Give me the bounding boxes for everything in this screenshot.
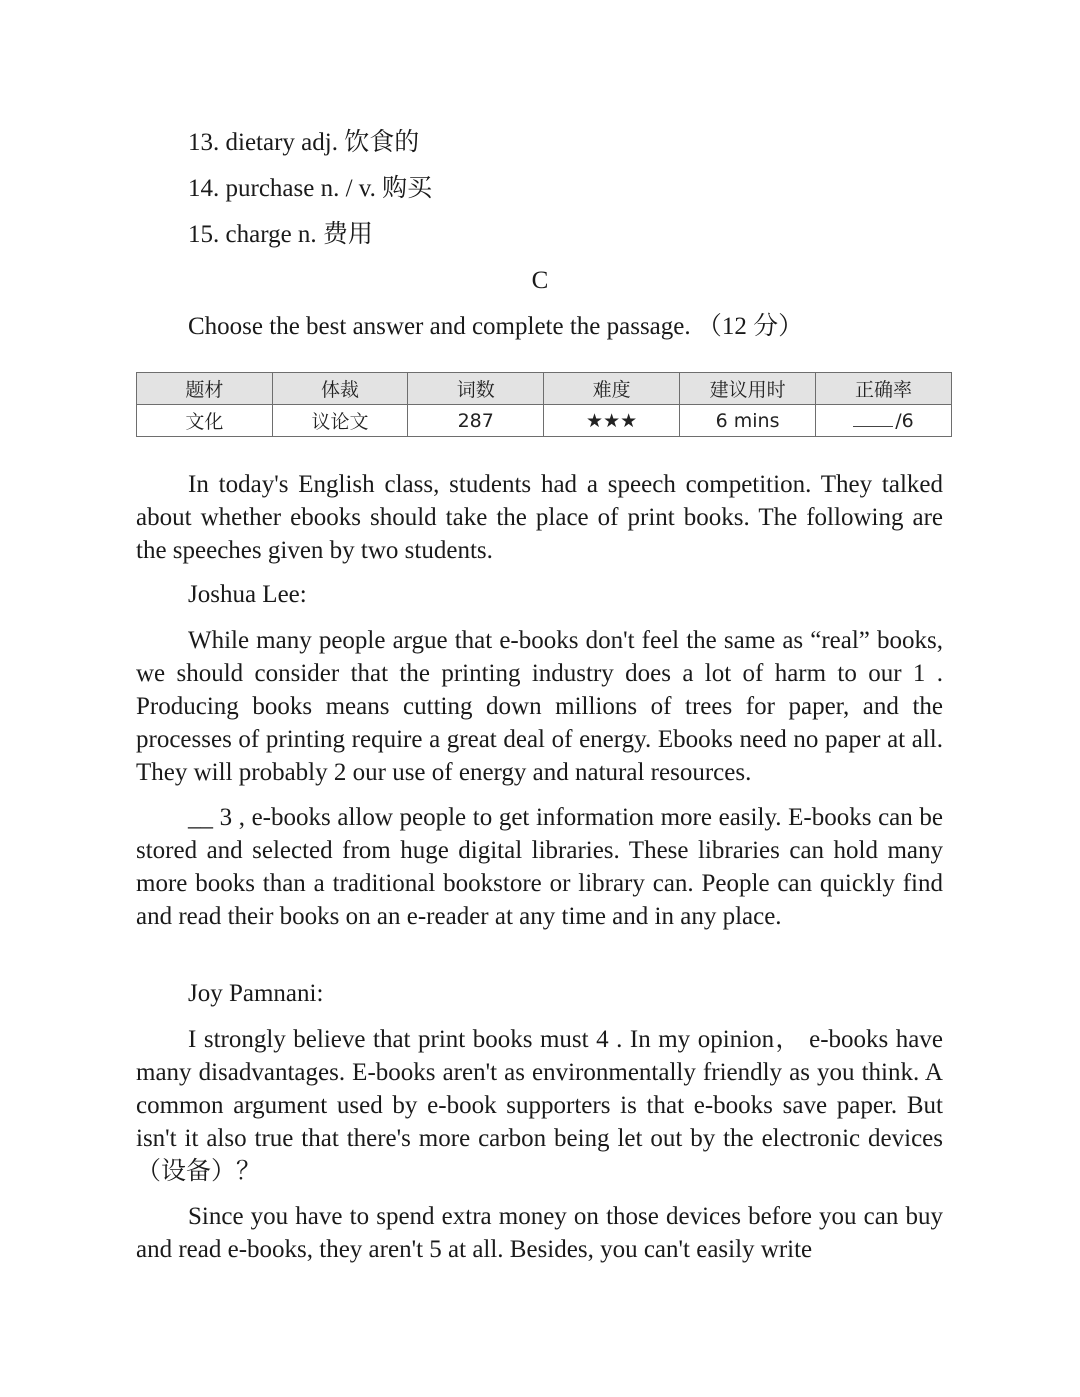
answer-blank[interactable] — [853, 410, 893, 427]
instruction-text: Choose the best answer and complete the passage. （12 分） — [188, 313, 804, 340]
table-cell: 287 — [408, 405, 544, 437]
vocab-item: 15. charge n. 费用 — [188, 221, 373, 248]
table-header-cell: 难度 — [544, 373, 680, 405]
table-header-cell: 体裁 — [272, 373, 408, 405]
vocab-item: 14. purchase n. / v. 购买 — [188, 175, 433, 202]
passage-intro: In today's English class, students had a speech competition. They talked about whether ebooks should take the place of print books. The following are the speeches given by two students. — [136, 471, 943, 564]
speaker-name: Joshua Lee: — [188, 581, 307, 608]
table-cell: 文化 — [137, 405, 273, 437]
vocab-item: 13. dietary adj. 饮食的 — [188, 129, 420, 156]
table-header-cell: 题材 — [137, 373, 273, 405]
speaker-name: Joy Pamnani: — [188, 980, 324, 1007]
table-cell: ★★★ — [544, 405, 680, 437]
table-header-cell: 建议用时 — [680, 373, 816, 405]
table-cell: 议论文 — [272, 405, 408, 437]
passage-paragraph: Since you have to spend extra money on those devices before you can buy and read e-books, they aren't 5 at all. Besides, you can't easily write — [136, 1203, 943, 1263]
table-header-cell: 正确率 — [816, 373, 952, 405]
section-heading: C — [531, 267, 549, 294]
table-cell: 6 mins — [680, 405, 816, 437]
passage-paragraph: While many people argue that e-books don't feel the same as “real” books, we should consider that the printing industry does a lot of harm to our 1 . Producing books means cutting down millions of trees for paper, and the processes of printing require a great deal of energy. Ebooks need no paper at all. They will probably 2 our use of energy and natural resources. — [136, 627, 943, 786]
passage-paragraph: I strongly believe that print books must 4 . In my opinion， e-books have many disadvantages. E-books aren't as environmentally friendly as you think. A common argument used by e-book supporters is that e-books save paper. But isn't it also true that there's more carbon being let out by the electronic devices （设备）？ — [136, 1026, 943, 1185]
info-table — [136, 372, 952, 437]
table-header-row — [137, 373, 952, 405]
table-header-cell: 词数 — [408, 373, 544, 405]
passage-paragraph: __ 3 , e-books allow people to get information more easily. E-books can be stored and selected from huge digital libraries. These libraries can hold many more books than a traditional bookstore or library can. People can quickly find and read their books on an e-reader at any time and in any place. — [136, 804, 943, 930]
accuracy-cell — [816, 405, 952, 437]
table-row — [137, 405, 952, 437]
accuracy-total: /6 — [895, 409, 914, 432]
